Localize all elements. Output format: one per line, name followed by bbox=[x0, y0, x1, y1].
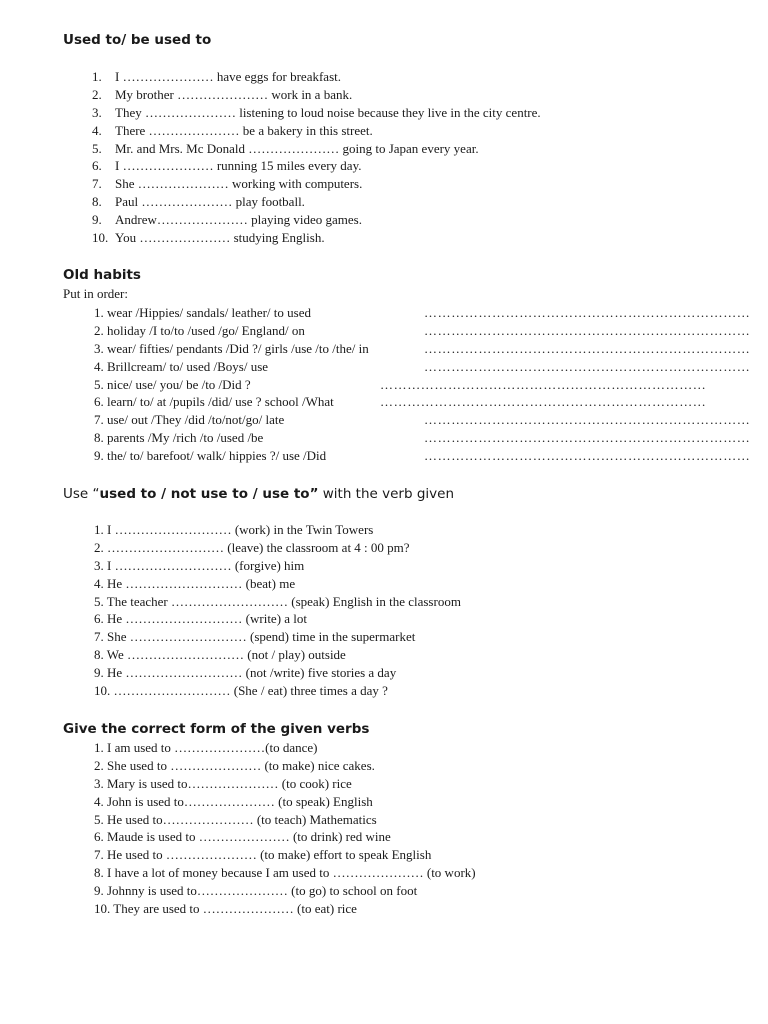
item-text: 5. He used to………………… (to teach) Mathematics bbox=[94, 811, 377, 827]
item-text: There ………………… be a bakery in this street. bbox=[115, 122, 373, 138]
section3-item bbox=[94, 593, 461, 611]
item-text: 3. I ……………………… (forgive) him bbox=[94, 557, 305, 573]
section3-item bbox=[94, 682, 461, 700]
section3-title-bold: used to / not use to / use to” bbox=[99, 486, 319, 502]
section4-item bbox=[94, 864, 476, 882]
item-number: 5. bbox=[92, 140, 102, 156]
item-text: 8. We ……………………… (not / play) outside bbox=[94, 647, 346, 663]
section4-list bbox=[94, 739, 476, 918]
section1-item bbox=[92, 175, 541, 193]
item-text: 6. Maude is used to ………………… (to drink) red wine bbox=[94, 829, 391, 845]
item-text: 10. ……………………… (She / eat) three times a day ? bbox=[94, 683, 388, 699]
section3-title-suffix: with the verb given bbox=[318, 486, 455, 502]
answer-line[interactable]: ……………………………………………………………… bbox=[424, 340, 751, 356]
item-text: You ………………… studying English. bbox=[115, 230, 325, 246]
item-text: My brother ………………… work in a bank. bbox=[115, 86, 353, 102]
item-text: 4. Brillcream/ to/ used /Boys/ use bbox=[94, 358, 269, 374]
section2-item bbox=[94, 447, 751, 465]
section4-item bbox=[94, 811, 476, 829]
section3-item bbox=[94, 521, 461, 539]
answer-line[interactable]: ……………………………………………………………… bbox=[424, 430, 751, 446]
section2-item bbox=[94, 411, 751, 429]
section1-item bbox=[92, 68, 541, 86]
item-text: 6. He ……………………… (write) a lot bbox=[94, 611, 308, 627]
item-number: 9. bbox=[92, 212, 102, 228]
item-text: Paul ………………… play football. bbox=[115, 194, 305, 210]
section3-item bbox=[94, 646, 461, 664]
item-text: 4. John is used to………………… (to speak) English bbox=[94, 793, 373, 809]
section2-instruction: Put in order: bbox=[63, 286, 128, 301]
answer-line[interactable]: ……………………………………………………………… bbox=[424, 448, 751, 464]
item-text: They ………………… listening to loud noise because they live in the city centre. bbox=[115, 104, 541, 120]
section1-item bbox=[92, 104, 541, 122]
item-text: 8. I have a lot of money because I am used to ………………… (to work) bbox=[94, 865, 476, 881]
section1-item bbox=[92, 140, 541, 158]
section3-title bbox=[63, 486, 454, 502]
item-text: 5. The teacher ……………………… (speak) English in the classroom bbox=[94, 593, 461, 609]
item-text: 9. the/ to/ barefoot/ walk/ hippies ?/ use /Did bbox=[94, 448, 327, 464]
item-text: 4. He ……………………… (beat) me bbox=[94, 575, 296, 591]
item-text: 3. wear/ fifties/ pendants /Did ?/ girls /use /to /the/ in bbox=[94, 340, 369, 356]
section3-item bbox=[94, 628, 461, 646]
answer-line[interactable]: ……………………………………………………………… bbox=[424, 305, 751, 320]
item-text: 9. Johnny is used to………………… (to go) to school on foot bbox=[94, 883, 418, 899]
section3-list bbox=[94, 521, 461, 700]
section4-item bbox=[94, 757, 476, 775]
item-text: 1. I am used to …………………(to dance) bbox=[94, 740, 318, 755]
item-text: I ………………… running 15 miles every day. bbox=[115, 158, 362, 174]
section4-item bbox=[94, 900, 476, 918]
answer-line[interactable]: ……………………………………………………………… bbox=[424, 412, 751, 428]
section2-item bbox=[94, 340, 751, 358]
answer-line[interactable]: ……………………………………………………………… bbox=[380, 394, 707, 410]
section1-title: Used to/ be used to bbox=[63, 32, 212, 48]
item-number: 3. bbox=[92, 104, 102, 120]
item-text: 2. ……………………… (leave) the classroom at 4 : 00 pm? bbox=[94, 539, 410, 555]
section1-item bbox=[92, 229, 541, 247]
section2-item bbox=[94, 376, 734, 394]
section2-title: Old habits bbox=[63, 267, 141, 283]
item-text: 1. wear /Hippies/ sandals/ leather/ to used bbox=[94, 305, 311, 320]
item-text: 6. learn/ to/ at /pupils /did/ use ? school /What bbox=[94, 394, 334, 410]
item-number: 8. bbox=[92, 194, 102, 210]
item-text: 5. nice/ use/ you/ be /to /Did ? bbox=[94, 376, 251, 392]
answer-line[interactable]: ……………………………………………………………… bbox=[424, 358, 751, 374]
item-text: 1. I ……………………… (work) in the Twin Towers bbox=[94, 522, 374, 537]
item-text: 2. holiday /I to/to /used /go/ England/ on bbox=[94, 322, 305, 338]
section4-item bbox=[94, 882, 476, 900]
item-text: 8. parents /My /rich /to /used /be bbox=[94, 430, 264, 446]
section3-item bbox=[94, 557, 461, 575]
section3-item bbox=[94, 539, 461, 557]
section4-item bbox=[94, 739, 476, 757]
item-text: 3. Mary is used to………………… (to cook) rice bbox=[94, 775, 352, 791]
answer-line[interactable]: ……………………………………………………………… bbox=[380, 376, 707, 392]
section1-item bbox=[92, 193, 541, 211]
item-text: Mr. and Mrs. Mc Donald ………………… going to Japan every year. bbox=[115, 140, 479, 156]
section1-item bbox=[92, 157, 541, 175]
item-number: 7. bbox=[92, 176, 102, 192]
item-text: She ………………… working with computers. bbox=[115, 176, 363, 192]
section3-item bbox=[94, 664, 461, 682]
item-text: Andrew………………… playing video games. bbox=[115, 212, 362, 228]
section1-item bbox=[92, 122, 541, 140]
item-text: 10. They are used to ………………… (to eat) rice bbox=[94, 901, 357, 917]
section1-item bbox=[92, 86, 541, 104]
section4-item bbox=[94, 828, 476, 846]
section3-item bbox=[94, 610, 461, 628]
section2-list bbox=[94, 304, 751, 465]
answer-line[interactable]: ……………………………………………………………… bbox=[424, 322, 751, 338]
item-text: 7. She ……………………… (spend) time in the supermarket bbox=[94, 629, 416, 645]
item-text: 9. He ……………………… (not /write) five stories a day bbox=[94, 665, 397, 681]
section2-item bbox=[94, 322, 751, 340]
section2-item bbox=[94, 358, 751, 376]
item-number: 1. bbox=[92, 69, 102, 84]
section3-title-prefix: Use “ bbox=[63, 486, 100, 502]
item-number: 4. bbox=[92, 122, 102, 138]
section3-item bbox=[94, 575, 461, 593]
item-text: 7. use/ out /They /did /to/not/go/ late bbox=[94, 412, 285, 428]
item-text: 2. She used to ………………… (to make) nice cakes. bbox=[94, 757, 375, 773]
section4-item bbox=[94, 775, 476, 793]
section4-item bbox=[94, 846, 476, 864]
section1-list bbox=[92, 68, 541, 247]
section2-item bbox=[94, 304, 751, 322]
section4-title: Give the correct form of the given verbs bbox=[63, 721, 370, 737]
section2-item bbox=[94, 429, 751, 447]
item-text: 7. He used to ………………… (to make) effort to speak English bbox=[94, 847, 432, 863]
section2-item bbox=[94, 393, 734, 411]
item-number: 2. bbox=[92, 86, 102, 102]
section4-item bbox=[94, 793, 476, 811]
item-number: 6. bbox=[92, 158, 102, 174]
section1-item bbox=[92, 211, 541, 229]
item-number: 10. bbox=[92, 230, 109, 246]
item-text: I ………………… have eggs for breakfast. bbox=[115, 69, 341, 84]
